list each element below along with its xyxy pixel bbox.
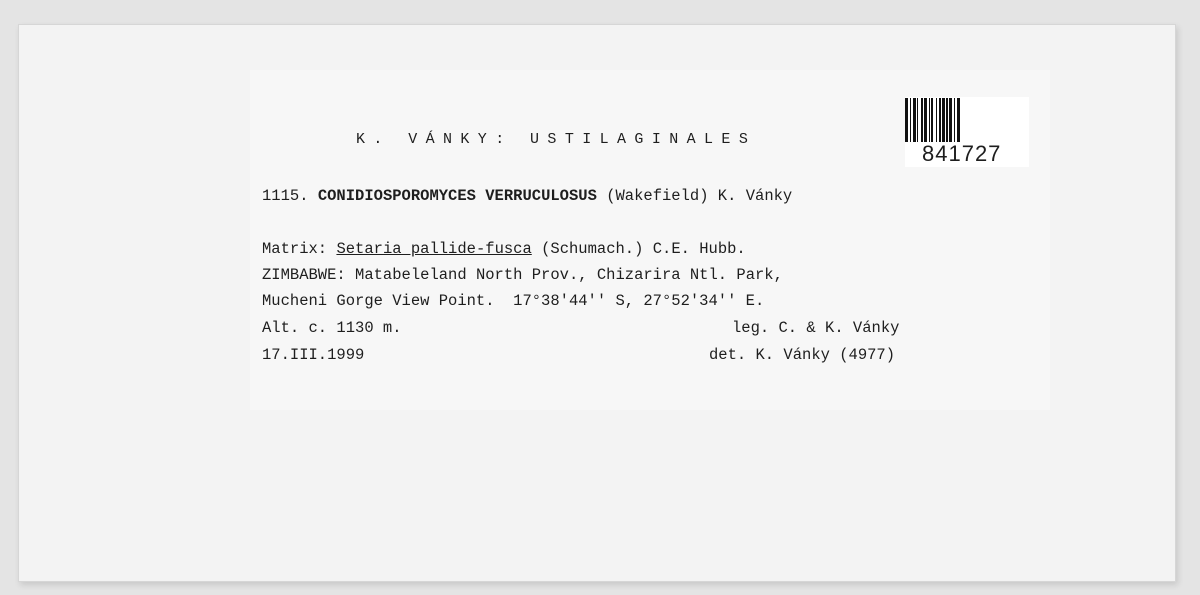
country: ZIMBABWE:: [262, 266, 346, 284]
determiner: det. K. Vánky (4977): [709, 346, 896, 364]
collection-date: 17.III.1999: [262, 346, 365, 364]
locality-text-1: Matabeleland North Prov., Chizarira Ntl. Park,: [355, 266, 783, 284]
taxon-line: [262, 186, 792, 206]
host-authority: (Schumach.) C.E. Hubb.: [541, 240, 746, 258]
species-authority: (Wakefield) K. Vánky: [606, 187, 793, 205]
locality-line-2: Mucheni Gorge View Point. 17°38'44'' S, 27°52'34'' E.: [262, 292, 765, 310]
matrix-line: [262, 239, 746, 259]
species-name: CONIDIOSPOROMYCES VERRUCULOSUS: [317, 187, 597, 205]
locality-line-1: [262, 265, 783, 285]
collector: leg. C. & K. Vánky: [732, 319, 900, 337]
exsiccata-number: 1115.: [262, 187, 309, 205]
host-name: Setaria pallide-fusca: [336, 240, 532, 258]
collection-header: K. VÁNKY: USTILAGINALES: [356, 131, 757, 148]
barcode-icon: [905, 98, 1025, 142]
barcode-number: 841727: [922, 141, 1002, 166]
matrix-label: Matrix:: [262, 240, 328, 258]
altitude: Alt. c. 1130 m.: [262, 319, 402, 337]
